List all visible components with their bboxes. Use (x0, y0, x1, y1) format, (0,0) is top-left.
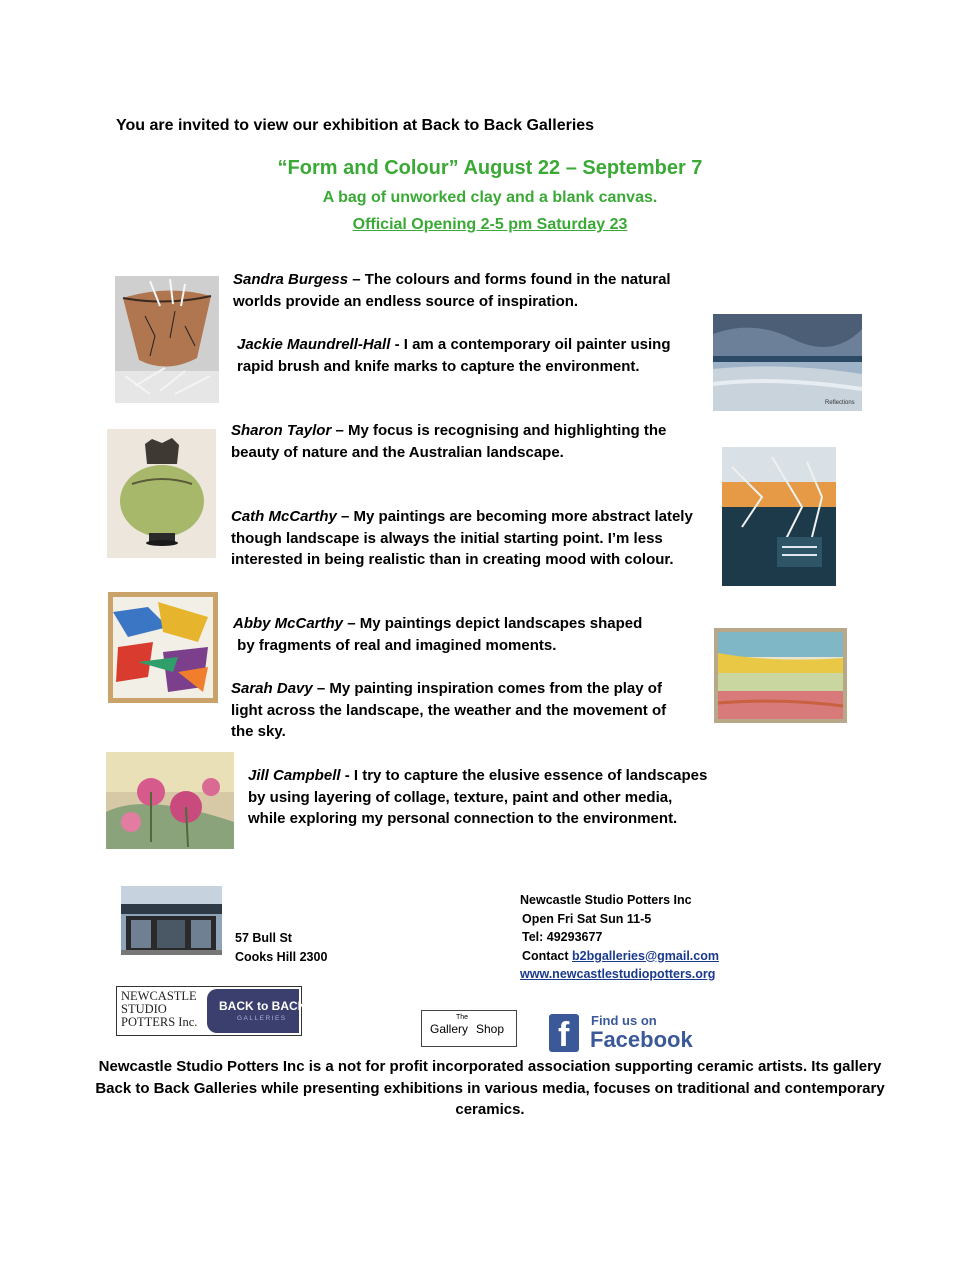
artist-statement: by fragments of real and imagined moments. (233, 636, 557, 654)
artist-cath-mccarthy: Cath McCarthy – My paintings are becoming more abstract lately though landscape is always the initial starting point. I’m less interested in being realistic than in creating mood with colour. (231, 506, 709, 571)
artist-name: Sandra Burgess (233, 271, 349, 288)
artist-statement: My focus is recognising and highlighting the (348, 422, 667, 439)
address-street: 57 Bull St (235, 931, 292, 945)
artist-name: Jackie Maundrell-Hall (237, 336, 391, 353)
artist-sharon-taylor: Sharon Taylor – My focus is recognising and highlighting the beauty of nature and the Australian landscape. (231, 420, 701, 463)
contact-tel: Tel: 49293677 (522, 930, 603, 944)
artist-name: Sarah Davy (231, 680, 313, 697)
reflections-painting-image (713, 314, 862, 411)
artist-statement: rapid brush and knife marks to capture the environment. (237, 357, 640, 375)
artist-sarah-davy: Sarah Davy – My painting inspiration comes from the play of light across the landscape, the weather and the movement of the sky. (231, 678, 701, 743)
gallery-shop-logo: The Gallery Shop (421, 1010, 517, 1047)
intro-text: You are invited to view our exhibition at Back to Back Galleries (116, 117, 595, 134)
artist-statement: while exploring my personal connection to the environment. (248, 810, 678, 827)
artist-statement: I am a contemporary oil painter using (403, 336, 671, 353)
artist-name: Sharon Taylor (231, 422, 332, 439)
artist-name: Cath McCarthy (231, 508, 337, 525)
b2b-logo-text: BACK to BACK (219, 999, 307, 1013)
sarah-landscape-painting-image (714, 628, 847, 723)
reflections-caption: Reflections (825, 400, 855, 406)
artist-statement: I try to capture the elusive essence of landscapes (353, 767, 708, 784)
artist-statement: beauty of nature and the Australian landscape. (231, 443, 564, 461)
facebook-icon: f (549, 1014, 579, 1052)
contact-org: Newcastle Studio Potters Inc (520, 893, 692, 907)
artist-statement: interested in being realistic than in creating mood with colour. (231, 551, 674, 568)
contact-hours: Open Fri Sat Sun 11-5 (522, 911, 652, 926)
newcastle-b2b-logo (116, 986, 307, 1036)
artist-statement: My paintings are becoming more abstract lately (353, 508, 693, 525)
website-link[interactable]: www.newcastlestudiopotters.org (520, 967, 716, 981)
artist-statement: The colours and forms found in the natural (364, 271, 671, 288)
artist-abby-mccarthy: Abby McCarthy – My paintings depict landscapes shaped by fragments of real and imagined moments. (233, 613, 703, 656)
sandra-bowl-image (115, 276, 219, 403)
artist-statement: My painting inspiration comes from the play of (329, 680, 662, 697)
artist-statement: by using layering of collage, texture, paint and other media, (248, 788, 673, 806)
b2b-logo-sub: GALLERIES (237, 1015, 287, 1022)
artist-name: Abby McCarthy (233, 615, 344, 632)
facebook-find-text: Find us on (591, 1013, 657, 1028)
artist-jackie-maundrell-hall: Jackie Maundrell-Hall - I am a contemporary oil painter using rapid brush and knife marks to capture the environment. (237, 334, 707, 377)
artist-statement: My paintings depict landscapes shaped (359, 615, 643, 632)
footer-statement: Newcastle Studio Potters Inc is a not for profit incorporated association supporting ceramic artists. Its gallery Back to Back Galleries while presenting exhibitions in various media, focuses on traditional and contemporary ceramics. (95, 1058, 885, 1118)
contact-email-link[interactable]: b2bgalleries@gmail.com (572, 948, 719, 963)
sharon-vessel-image (107, 429, 216, 558)
official-opening: Official Opening 2-5 pm Saturday 23 (352, 216, 628, 233)
facebook-badge[interactable] (549, 1013, 693, 1054)
artist-statement: though landscape is always the initial starting point. I’m less (231, 529, 663, 547)
shop-logo-gallery: Gallery (430, 1022, 469, 1036)
cath-abstract-painting-image (722, 447, 836, 586)
b2b-logo-panel (207, 989, 307, 1033)
exhibition-title: “Form and Colour” August 22 – September 7 (277, 157, 703, 179)
exhibition-subtitle: A bag of unworked clay and a blank canvas. (322, 189, 658, 206)
artist-statement: worlds provide an endless source of inspiration. (233, 292, 579, 310)
gallery-address (235, 929, 327, 966)
gallery-storefront-photo (121, 886, 222, 955)
jill-floral-artwork-image (106, 752, 234, 849)
artist-statement: light across the landscape, the weather and the movement of (231, 701, 667, 719)
artist-statement: the sky. (231, 723, 286, 740)
artist-sandra-burgess: Sandra Burgess – The colours and forms found in the natural worlds provide an endless source of inspiration. (233, 269, 703, 312)
abby-colourful-painting-image (108, 592, 218, 703)
facebook-name-text: Facebook (590, 1027, 693, 1052)
artist-name: Jill Campbell (248, 767, 341, 784)
nsp-logo-text: NEWCASTLE STUDIO POTTERS Inc. (121, 989, 198, 1029)
artist-jill-campbell: Jill Campbell - I try to capture the elusive essence of landscapes by using layering of collage, texture, paint and other media, while exploring my personal connection to the environment. (248, 765, 718, 830)
address-suburb: Cooks Hill 2300 (235, 949, 328, 964)
contact-block: Newcastle Studio Potters Inc Open Fri Sat Sun 11-5 Tel: 49293677 Contact b2bgalleries@gmail.com www.newcastlestudiopotters.org (520, 891, 780, 984)
shop-logo-shop: Shop (476, 1022, 505, 1036)
